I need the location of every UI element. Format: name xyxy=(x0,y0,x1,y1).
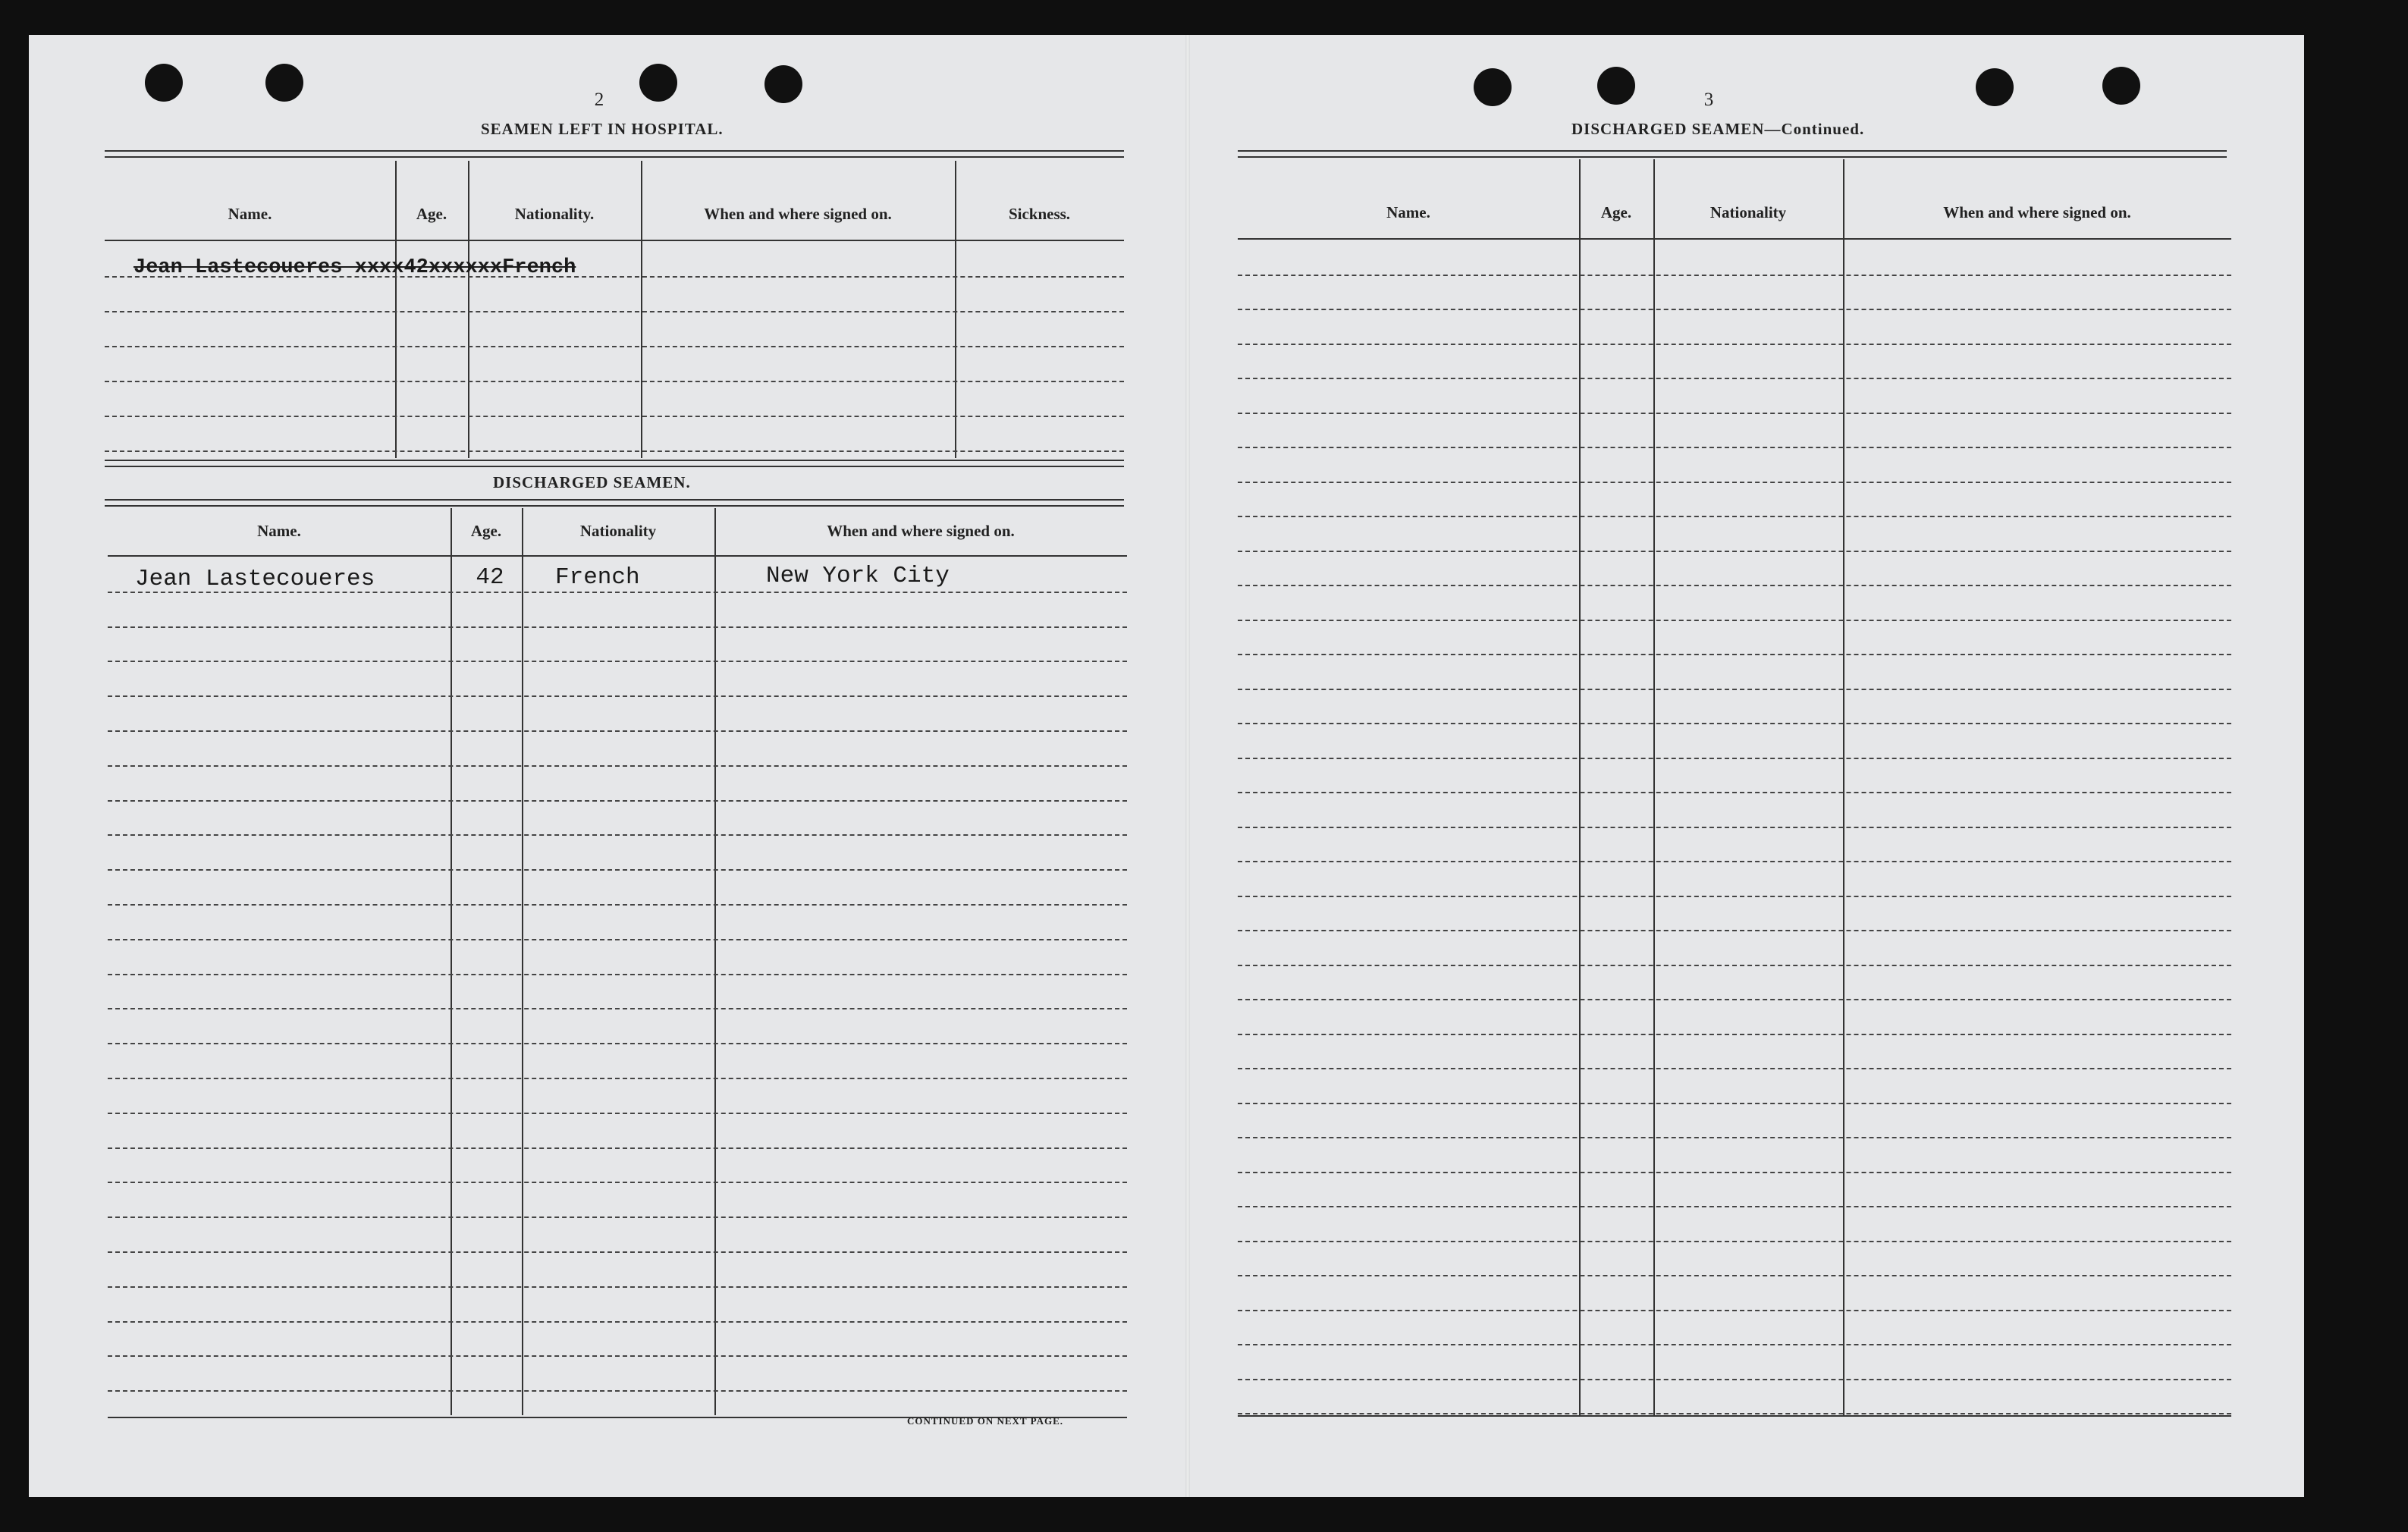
ledger-row xyxy=(1238,965,2231,1001)
table-row xyxy=(105,311,1124,347)
ledger-row xyxy=(108,1286,1127,1323)
ledger-row xyxy=(1238,1275,2231,1311)
ledger-row xyxy=(108,904,1127,940)
table-row xyxy=(105,346,1124,382)
section-rule xyxy=(105,460,1124,467)
section-rule xyxy=(105,499,1124,507)
ledger-row xyxy=(1238,1344,2231,1380)
struck-through-entry: Jean Lastecoueres xxxx42xxxxxxFrench xyxy=(133,256,576,279)
col-header-nationality: Nationality xyxy=(579,522,657,540)
ledger-row xyxy=(1238,792,2231,828)
ledger-row xyxy=(108,1321,1127,1358)
ledger-row xyxy=(1238,827,2231,863)
ledger-row xyxy=(1238,1241,2231,1277)
ledger-row xyxy=(1238,1137,2231,1173)
ledger-row xyxy=(108,695,1127,732)
ledger-row xyxy=(1238,1310,2231,1346)
ledger-row xyxy=(108,1251,1127,1288)
seaman-nationality: French xyxy=(555,564,640,591)
ledger-row xyxy=(108,869,1127,906)
col-header-age: Age. xyxy=(416,205,447,223)
table-bottom-rule xyxy=(1238,1415,2231,1417)
seaman-name: Jean Lastecoueres xyxy=(135,566,375,592)
col-header-name: Name. xyxy=(1386,203,1430,221)
ledger-row xyxy=(108,730,1127,767)
ledger-row xyxy=(1238,654,2231,690)
hospital-section-title: SEAMEN LEFT IN HOSPITAL. xyxy=(481,120,724,138)
continued-note: CONTINUED ON NEXT PAGE. xyxy=(907,1415,1063,1427)
binder-hole xyxy=(764,65,802,103)
discharged-continued-table xyxy=(1238,159,2231,1415)
binder-hole xyxy=(265,64,303,102)
seaman-age: 42 xyxy=(476,564,504,591)
binder-hole xyxy=(2102,67,2140,105)
ledger-row xyxy=(108,765,1127,802)
ledger-sheet xyxy=(29,35,2304,1497)
table-row xyxy=(105,416,1124,452)
ledger-row xyxy=(1238,1206,2231,1242)
ledger-row xyxy=(1238,1068,2231,1104)
binder-hole xyxy=(1474,68,1512,106)
col-header-signed-on: When and where signed on. xyxy=(1943,203,2131,221)
ledger-row xyxy=(1238,378,2231,414)
ledger-row xyxy=(1238,620,2231,656)
right-page-number: 3 xyxy=(1703,89,1714,110)
ledger-row xyxy=(1238,723,2231,759)
continued-section-title: DISCHARGED SEAMEN—Continued. xyxy=(1571,120,1865,138)
ledger-row xyxy=(1238,1103,2231,1139)
section-rule xyxy=(105,150,1124,158)
ledger-row xyxy=(108,626,1127,663)
ledger-row xyxy=(1238,516,2231,552)
ledger-row xyxy=(1238,585,2231,621)
ledger-row xyxy=(1238,413,2231,449)
col-header-nationality: Nationality. xyxy=(514,205,595,223)
left-page-number: 2 xyxy=(594,89,604,110)
ledger-row xyxy=(1238,240,2231,276)
ledger-row xyxy=(1238,1379,2231,1415)
ledger-row xyxy=(108,1216,1127,1253)
hospital-table xyxy=(105,161,1124,461)
binder-hole xyxy=(145,64,183,102)
col-header-sickness: Sickness. xyxy=(1008,205,1071,223)
ledger-row xyxy=(1238,758,2231,794)
discharged-table xyxy=(108,508,1127,1415)
ledger-row xyxy=(108,1008,1127,1044)
seaman-signed-on: New York City xyxy=(766,563,950,589)
section-rule xyxy=(1238,150,2227,158)
ledger-row xyxy=(1238,896,2231,932)
ledger-row xyxy=(108,1355,1127,1392)
page-spine xyxy=(1185,35,1190,1497)
ledger-row xyxy=(108,592,1127,628)
binder-hole xyxy=(1597,67,1635,105)
ledger-row xyxy=(108,834,1127,871)
ledger-row xyxy=(108,1182,1127,1218)
ledger-row xyxy=(1238,1172,2231,1208)
table-row xyxy=(105,381,1124,417)
ledger-row xyxy=(108,1043,1127,1079)
binder-hole xyxy=(639,64,677,102)
ledger-row xyxy=(108,1078,1127,1114)
ledger-row xyxy=(108,800,1127,837)
ledger-row xyxy=(108,1147,1127,1184)
ledger-row xyxy=(1238,482,2231,518)
ledger-row xyxy=(1238,275,2231,311)
table-row xyxy=(105,276,1124,312)
col-header-signed-on: When and where signed on. xyxy=(704,205,892,223)
col-header-name: Name. xyxy=(257,522,301,540)
discharged-section-title: DISCHARGED SEAMEN. xyxy=(493,473,691,491)
ledger-row xyxy=(1238,447,2231,483)
col-header-nationality: Nationality xyxy=(1709,203,1787,221)
col-header-age: Age. xyxy=(1600,203,1632,221)
ledger-row xyxy=(108,939,1127,975)
col-header-age: Age. xyxy=(470,522,502,540)
binder-hole xyxy=(1976,68,2014,106)
ledger-row xyxy=(108,1113,1127,1149)
ledger-row xyxy=(1238,551,2231,587)
ledger-row xyxy=(1238,344,2231,380)
ledger-row xyxy=(108,974,1127,1010)
ledger-row xyxy=(1238,309,2231,345)
ledger-row xyxy=(108,661,1127,697)
ledger-row xyxy=(1238,689,2231,725)
ledger-row xyxy=(1238,1034,2231,1070)
ledger-row xyxy=(1238,930,2231,966)
col-header-signed-on: When and where signed on. xyxy=(827,522,1015,540)
ledger-row xyxy=(1238,999,2231,1035)
col-header-name: Name. xyxy=(228,205,272,223)
ledger-row xyxy=(1238,861,2231,897)
